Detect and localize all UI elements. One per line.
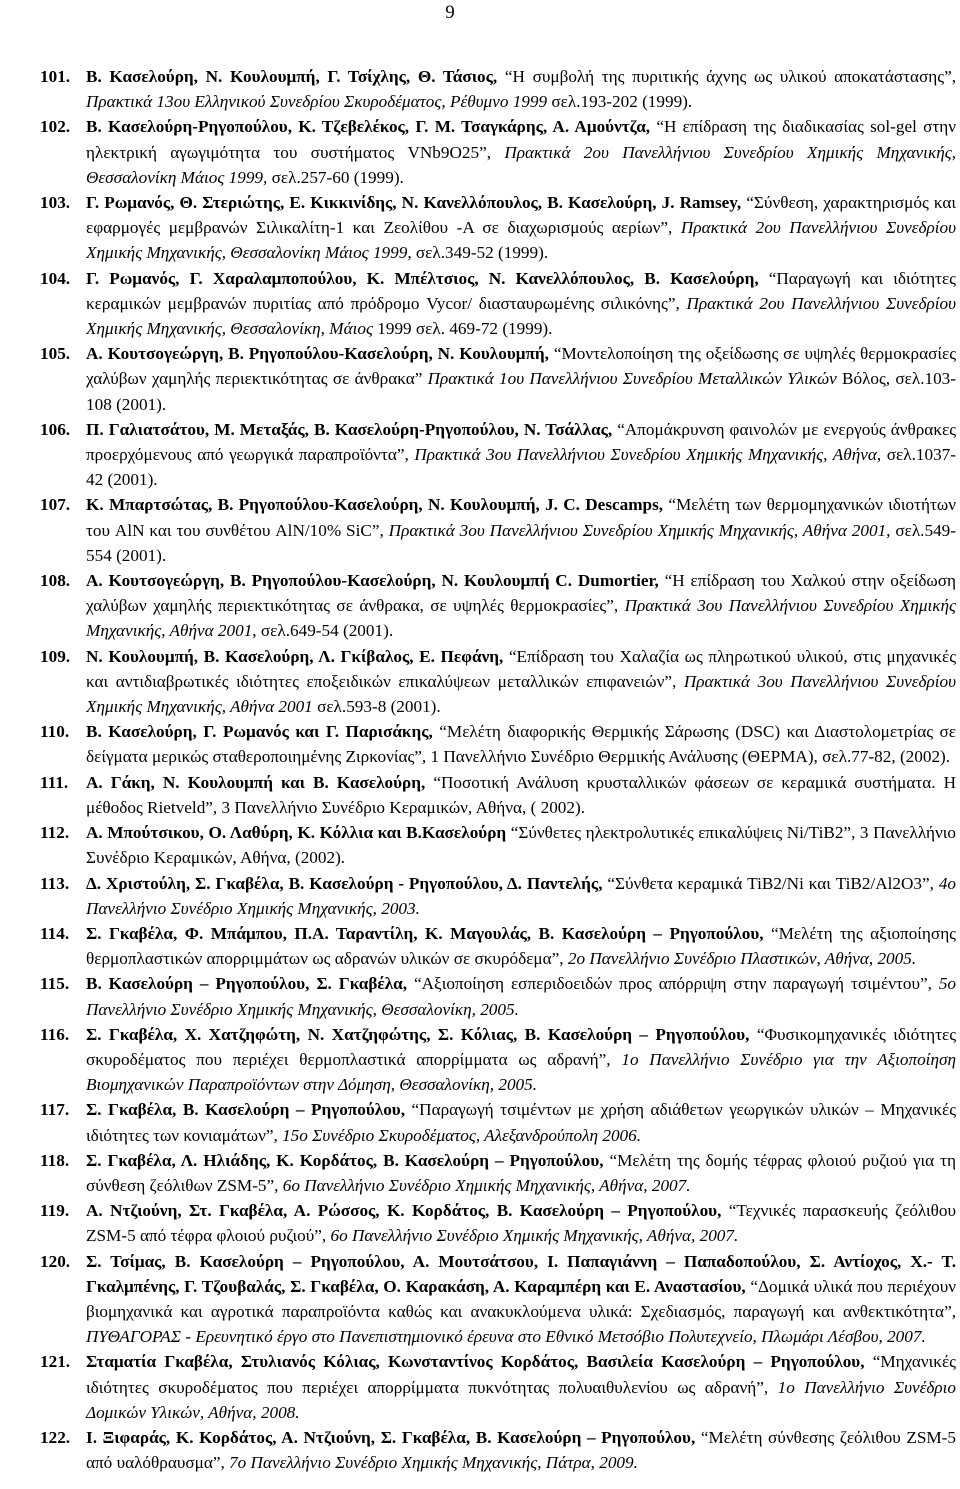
reference-pages: σελ.257-60 (1999). bbox=[267, 167, 404, 187]
reference-authors: Β. Κασελούρη-Ρηγοπούλου, Κ. Τζεβελέκος, Γ. Μ. Τσαγκάρης, Α. Αμούντζα, bbox=[86, 117, 651, 137]
reference-item bbox=[40, 417, 956, 493]
reference-venue: Πρακτικά 13ου Ελληνικού Συνεδρίου Σκυροδέματος, Ρέθυμνο 1999 bbox=[86, 92, 548, 112]
reference-authors: Α. Κουτσογεώργη, Β. Ρηγοπούλου-Κασελούρη, Ν. Κουλουμπή, bbox=[86, 344, 549, 364]
reference-venue: 7ο Πανελλήνιο Συνέδριο Χημικής Μηχανικής, Πάτρα, 2009. bbox=[229, 1453, 638, 1473]
reference-number: 108. bbox=[40, 571, 71, 591]
reference-number: 110. bbox=[40, 722, 70, 742]
reference-title: “Μελέτη των θερμομηχανικών ιδιοτήτων του AlN και του συνθέτου AlN/10% SiC”, bbox=[86, 495, 956, 540]
reference-number: 122. bbox=[40, 1427, 71, 1447]
reference-item bbox=[40, 266, 956, 342]
reference-item bbox=[40, 971, 956, 1021]
reference-authors: Γ. Ρωμανός, Γ. Χαραλαμποπούλου, Κ. Μπέλτσιος, Ν. Κανελλόπουλος, Β. Κασελούρη, bbox=[86, 268, 759, 288]
reference-title: “Μοντελοποίηση της οξείδωσης σε υψηλές θερμοκρασίες χαλύβων χαμηλής περιεκτικότητας σε άνθρακα” bbox=[86, 344, 956, 389]
reference-pages: σελ.549-554 (2001). bbox=[86, 520, 956, 565]
reference-pages: σελ.593-8 (2001). bbox=[312, 697, 441, 717]
reference-authors: Α. Μπούτσικου, Ο. Λαθύρη, Κ. Κόλλια και Β.Κασελούρη bbox=[86, 823, 507, 843]
reference-number: 114. bbox=[40, 923, 70, 943]
reference-title: “Παραγωγή τσιμέντων με χρήση αδιάθετων γεωργικών υλικών – Μηχανικές ιδιότητες των κονιαμάτων”, bbox=[86, 1100, 956, 1145]
reference-title: “Αξιοποίηση εσπεριδοειδών προς απόρριψη στην παραγωγή τσιμέντου”, bbox=[407, 974, 939, 994]
reference-authors: Δ. Χριστούλη, Σ. Γκαβέλα, Β. Κασελούρη - Ρηγοπούλου, Δ. Παντελής, bbox=[86, 873, 603, 893]
reference-item bbox=[40, 719, 956, 769]
reference-number: 109. bbox=[40, 646, 71, 666]
reference-number: 116. bbox=[40, 1024, 70, 1044]
reference-title: “Η συμβολή της πυριτικής άχνης ως υλικού αποκατάστασης”, bbox=[497, 67, 956, 86]
reference-number: 105. bbox=[40, 344, 71, 364]
reference-venue: 4ο Πανελλήνιο Συνέδριο Χημικής Μηχανικής, 2003. bbox=[86, 873, 956, 918]
reference-pages: σελ.1037-42 (2001). bbox=[86, 445, 956, 490]
reference-venue: Πρακτικά 3ου Πανελλήνιου Συνεδρίου Χημικής Μηχανικής, Αθήνα, bbox=[414, 445, 882, 465]
reference-title: “Μελέτη της αξιοποίησης θερμοπλαστικών απορριμμάτων ως αδρανών υλικών σε σκυρόδεμα”, bbox=[86, 923, 956, 969]
reference-item bbox=[40, 1022, 956, 1098]
reference-number: 107. bbox=[40, 495, 71, 515]
reference-number: 117. bbox=[40, 1100, 70, 1120]
reference-item bbox=[40, 820, 956, 870]
reference-venue: 15ο Συνέδριο Σκυροδέματος, Αλεξανδρούπολη 2006. bbox=[282, 1125, 642, 1145]
reference-authors: Σ. Γκαβέλα, Β. Κασελούρη – Ρηγοπούλου, bbox=[86, 1100, 406, 1120]
reference-number: 112. bbox=[40, 823, 70, 843]
reference-number: 119. bbox=[40, 1201, 70, 1221]
reference-authors: Β. Κασελούρη, Ν. Κουλουμπή, Γ. Τσίχλης, Θ. Τάσιος, bbox=[86, 67, 498, 86]
reference-item bbox=[40, 492, 956, 568]
reference-number: 106. bbox=[40, 419, 71, 439]
reference-authors: Β. Κασελούρη – Ρηγοπούλου, Σ. Γκαβέλα, bbox=[86, 974, 408, 994]
reference-authors: Ν. Κουλουμπή, Β. Κασελούρη, Λ. Γκίβαλος, Ε. Πεφάνη, bbox=[86, 646, 504, 666]
reference-venue: Πρακτικά 3ου Πανελλήνιου Συνεδρίου Χημικής Μηχανικής, Αθήνα 2001, bbox=[86, 596, 956, 641]
reference-number: 118. bbox=[40, 1150, 70, 1170]
reference-authors: Σ. Τσίμας, Β. Κασελούρη – Ρηγοπούλου, Α. Μουτσάτσου, Ι. Παπαγιάννη – Παπαδοπούλου, Σ. Αντίοχος, Χ.- Τ. Γκαλμπένης, Γ. Τζουβαλάς, Σ. Γκαβέλα, Ο. Καρακάση, Α. Καραμπέρη και Ε. Αναστασίου, bbox=[86, 1251, 956, 1296]
reference-venue: 6ο Πανελλήνιο Συνέδριο Χημικής Μηχανικής, Αθήνα, 2007. bbox=[282, 1175, 691, 1195]
reference-venue: 2ο Πανελλήνιο Συνέδριο Πλαστικών, Αθήνα, 2005. bbox=[567, 949, 917, 969]
reference-list bbox=[40, 64, 956, 1475]
reference-title: “Σύνθετες ηλεκτρολυτικές επικαλύψεις Ni/TiB2”, 3 Πανελλήνιο Συνέδριο Κεραμικών, Αθήνα, (2002). bbox=[86, 823, 956, 868]
reference-item bbox=[40, 770, 956, 820]
reference-venue: Πρακτικά 2ου Πανελλήνιου Συνεδρίου Χημικής Μηχανικής, Θεσσαλονίκη Μάιος 1999, bbox=[86, 142, 957, 187]
reference-item bbox=[40, 921, 956, 971]
reference-authors: Σ. Γκαβέλα, Χ. Χατζηφώτη, Ν. Χατζηφώτης, Σ. Κόλιας, Β. Κασελούρη – Ρηγοπούλου, bbox=[86, 1024, 750, 1044]
reference-authors: Π. Γαλιατσάτου, Μ. Μεταξάς, Β. Κασελούρη-Ρηγοπούλου, Ν. Τσάλλας, bbox=[86, 419, 613, 439]
reference-title: “Επίδραση του Χαλαζία ως πληρωτικού υλικού, στις μηχανικές και αντιδιαβρωτικές ιδιότητες εποξειδικών επικαλύψεων μεταλλικών επιφανειών”, bbox=[86, 646, 956, 691]
reference-authors: Ι. Ξιφαράς, Κ. Κορδάτος, Α. Ντζιούνη, Σ. Γκαβέλα, Β. Κασελούρη – Ρηγοπούλου, bbox=[86, 1427, 696, 1447]
reference-item bbox=[40, 1198, 956, 1248]
reference-authors: Α. Γάκη, Ν. Κουλουμπή και Β. Κασελούρη, bbox=[86, 772, 426, 792]
reference-venue: Πρακτικά 3ου Πανελλήνιου Συνεδρίου Χημικής Μηχανικής, Αθήνα 2001, bbox=[388, 520, 891, 540]
reference-pages: σελ.193-202 (1999). bbox=[547, 92, 693, 112]
reference-authors: Β. Κασελούρη, Γ. Ρωμανός και Γ. Παρισάκης, bbox=[86, 722, 433, 742]
reference-authors: Α. Κουτσογεώργη, Β. Ρηγοπούλου-Κασελούρη, Ν. Κουλουμπή C. Dumortier, bbox=[86, 571, 659, 591]
reference-venue: Πρακτικά 1ου Πανελλήνιου Συνεδρίου Μεταλλικών Υλικών bbox=[427, 369, 837, 389]
reference-authors: Σ. Γκαβέλα, Φ. Μπάμπου, Π.Α. Ταραντίλη, Κ. Μαγουλάς, Β. Κασελούρη – Ρηγοπούλου, bbox=[86, 923, 764, 943]
reference-venue: Πρακτικά 2ου Πανελλήνιου Συνεδρίου Χημικής Μηχανικής, Θεσσαλονίκη Μάιος 1999, bbox=[86, 218, 956, 263]
reference-item bbox=[40, 1425, 956, 1475]
reference-number: 101. bbox=[40, 67, 71, 86]
reference-venue: 5ο Πανελλήνιο Συνέδριο Χημικής Μηχανικής, Θεσσαλονίκη, 2005. bbox=[86, 974, 956, 1019]
reference-item bbox=[40, 114, 956, 190]
reference-venue: 1ο Πανελλήνιο Συνέδριο για την Αξιοποίηση Βιομηχανικών Παραπροϊόντων στην Δόμηση, Θεσσαλονίκη, 2005. bbox=[86, 1049, 956, 1095]
reference-title: “Σύνθεση, χαρακτηρισμός και εφαρμογές μεμβρανών Σιλικαλίτη-1 και Ζεολίθου -Α σε διαχωρισμούς αερίων”, bbox=[86, 193, 957, 238]
reference-venue: 6ο Πανελλήνιο Συνέδριο Χημικής Μηχανικής, Αθήνα, 2007. bbox=[330, 1226, 739, 1246]
reference-title: “Απομάκρυνση φαινολών με ενεργούς άνθρακες προερχόμενους από γεωργικά παραπροϊόντα”, bbox=[86, 419, 956, 465]
reference-venue: Πρακτικά 2ου Πανελλήνιου Συνεδρίου Χημικής Μηχανικής, Θεσσαλονίκη, Μάιος bbox=[86, 293, 956, 339]
reference-authors: Κ. Μπαρτσώτας, Β. Ρηγοπούλου-Κασελούρη, Ν. Κουλουμπή, J. C. Descamps, bbox=[86, 495, 664, 515]
reference-item bbox=[40, 341, 956, 417]
reference-item bbox=[40, 871, 956, 921]
reference-item bbox=[40, 644, 956, 720]
reference-item bbox=[40, 1349, 956, 1425]
reference-title: “Η επίδραση του Χαλκού στην οξείδωση χαλύβων χαμηλής περιεκτικότητας σε άνθρακα, σε υψηλές θερμοκρασίες”, bbox=[86, 571, 956, 616]
page-number: 9 bbox=[445, 2, 455, 23]
reference-number: 111. bbox=[40, 772, 69, 792]
reference-title: “Η επίδραση της διαδικασίας sol-gel στην ηλεκτρική αγωγιμότητα του συστήματος VNb9O25”, bbox=[86, 117, 956, 162]
reference-title: “Παραγωγή και ιδιότητες κεραμικών μεμβρανών πυριτίας από πρόδρομο Vycor/ διασταυρωμένης σιλικόνης”, bbox=[86, 268, 956, 313]
reference-title: “Μελέτη διαφορικής Θερμικής Σάρωσης (DSC) και Διαστολομετρίας σε δείγματα μερικώς σταθεροποιημένης Ζιρκονίας”, 1 Πανελλήνιο Συνέδριο Θερμικής Ανάλυσης (ΘΕΡΜΑ), σελ.77-82, (2002). bbox=[86, 722, 956, 767]
reference-number: 104. bbox=[40, 268, 71, 288]
reference-title: “Μηχανικές ιδιότητες σκυροδέματος που περιέχει απορρίμματα πυκνότητας πολυαιθυλενίου ως αδρανή”, bbox=[86, 1352, 956, 1397]
reference-item bbox=[40, 64, 956, 114]
reference-number: 121. bbox=[40, 1352, 71, 1372]
reference-item bbox=[40, 1249, 956, 1350]
reference-number: 102. bbox=[40, 117, 71, 137]
reference-number: 115. bbox=[40, 974, 70, 994]
reference-number: 120. bbox=[40, 1251, 71, 1271]
reference-title: “Τεχνικές παρασκευής ζεόλιθου ZSM-5 από τέφρα φλοιού ρυζιού”, bbox=[86, 1201, 956, 1246]
reference-title: “Φυσικομηχανικές ιδιότητες σκυροδέματος που περιέχει θερμοπλαστικά απορρίμματα ως αδρανή”, bbox=[86, 1024, 956, 1069]
reference-pages: 1999 σελ. 469-72 (1999). bbox=[372, 319, 553, 339]
reference-title: “Μελέτη σύνθεσης ζεόλιθου ZSM-5 από υαλόθραυσμα”, bbox=[86, 1427, 956, 1473]
reference-item bbox=[40, 190, 956, 266]
reference-item bbox=[40, 1148, 956, 1198]
reference-number: 103. bbox=[40, 193, 71, 213]
reference-title: “Μελέτη της δομής τέφρας φλοιού ρυζιού για τη σύνθεση ζεόλιθων ZSM-5”, bbox=[86, 1150, 956, 1195]
reference-item bbox=[40, 568, 956, 644]
reference-title: “Σύνθετα κεραμικά TiB2/Ni και TiB2/Al2O3”, bbox=[602, 873, 939, 893]
reference-pages: Βόλος, σελ.103-108 (2001). bbox=[86, 369, 956, 414]
reference-item bbox=[40, 1097, 956, 1147]
reference-pages: σελ.649-54 (2001). bbox=[256, 621, 394, 641]
reference-title: “Δομικά υλικά που περιέχουν βιομηχανικά και αγροτικά παραπροϊόντα καθώς και ανακυκλούμενα υλικά: Σχεδιασμός, παραγωγή και ανθεκτικότητα”, bbox=[86, 1276, 956, 1321]
reference-venue: Πρακτικά 3ου Πανελλήνιου Συνεδρίου Χημικής Μηχανικής, Αθήνα 2001 bbox=[86, 671, 956, 717]
reference-authors: Γ. Ρωμανός, Θ. Στεριώτης, Ε. Κικκινίδης, Ν. Κανελλόπουλος, Β. Κασελούρη, J. Ramsey, bbox=[86, 193, 742, 213]
reference-venue: 1ο Πανελλήνιο Συνέδριο Δομικών Υλικών, Αθήνα, 2008. bbox=[86, 1377, 956, 1422]
reference-authors: Σταματία Γκαβέλα, Στυλιανός Κόλιας, Κωνσταντίνος Κορδάτος, Βασιλεία Κασελούρη – Ρηγοπούλου, bbox=[86, 1352, 865, 1372]
reference-number: 113. bbox=[40, 873, 70, 893]
reference-pages: σελ.349-52 (1999). bbox=[411, 243, 549, 263]
reference-authors: Σ. Γκαβέλα, Λ. Ηλιάδης, Κ. Κορδάτος, Β. Κασελούρη – Ρηγοπούλου, bbox=[86, 1150, 604, 1170]
reference-title: “Ποσοτική Ανάλυση κρυσταλλικών φάσεων σε κεραμικά συστήματα. Η μέθοδος Rietveld”, 3 Πανελλήνιο Συνέδριο Κεραμικών, Αθήνα, ( 2002). bbox=[86, 772, 957, 817]
reference-venue: ΠΥΘΑΓΟΡΑΣ - Ερευνητικό έργο στο Πανεπιστημιονικό έρευνα στο Εθνικό Μετσόβιο Πολυτεχνείο, Πλωμάρι Λέσβου, 2007. bbox=[86, 1327, 926, 1347]
reference-authors: Α. Ντζιούνη, Στ. Γκαβέλα, Α. Ρώσσος, Κ. Κορδάτος, Β. Κασελούρη – Ρηγοπούλου, bbox=[86, 1201, 722, 1221]
